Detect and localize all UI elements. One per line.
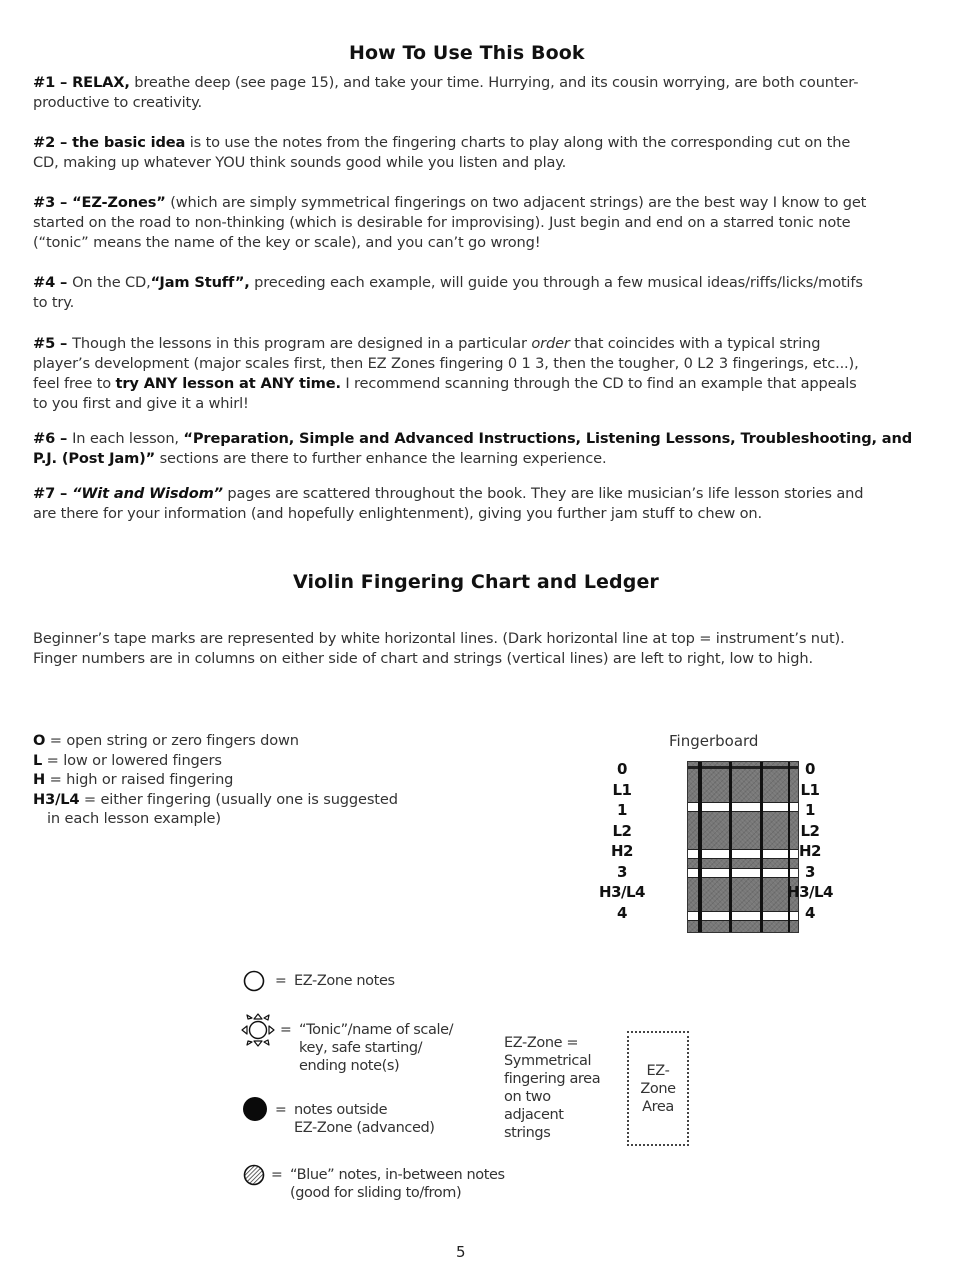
instruction-line: #1 – RELAX, breathe deep (see page 15), and take your time. Hurrying, and its cousin worrying, are both counter- <box>33 74 859 91</box>
fingerboard-label: Fingerboard <box>669 732 759 750</box>
item-number: #6 – <box>33 430 73 447</box>
abbr-either: H3/L4 = either fingering (usually one is suggested <box>33 790 398 808</box>
finger-column-left: 0 L1 1 L2 H2 3 H3/L4 4 <box>599 760 645 922</box>
abbr-either-cont: in each lesson example) <box>47 810 221 827</box>
section-title-how-to-use: How To Use This Book <box>349 42 585 64</box>
instruction-line: feel free to try ANY lesson at ANY time. I recommend scanning through the CD to find an example that appeals <box>33 375 857 392</box>
equals-sign: = <box>280 1022 292 1038</box>
item-number: #7 – <box>33 485 73 502</box>
instruction-item-3 <box>33 193 913 253</box>
instruction-line: to you first and give it a whirl! <box>33 395 249 412</box>
string-2 <box>729 762 732 932</box>
ez-zone-definition: EZ-Zone = Symmetrical fingering area on two adjacent strings <box>504 1035 601 1141</box>
abbr-high: H = high or raised fingering <box>33 771 234 788</box>
instruction-item-7 <box>33 484 913 524</box>
instruction-line: player’s development (major scales first, then EZ Zones fingering 0 1 3, then the tougher, 0 L2 3 fingerings, etc...), <box>33 355 859 372</box>
item-number: #3 – <box>33 194 73 211</box>
instruction-line: #5 – Though the lessons in this program are designed in a particular order that coincides with a typical string <box>33 335 821 352</box>
equals-sign: = <box>271 1167 283 1183</box>
sun-star-icon <box>240 1013 276 1051</box>
ez-zone-area-box: EZ- Zone Area <box>627 1031 689 1146</box>
abbreviation-legend <box>33 731 398 829</box>
open-circle-icon <box>243 970 265 996</box>
equals-sign: = <box>275 1102 287 1118</box>
symbol-desc-tonic: “Tonic”/name of scale/ key, safe starting/ ending note(s) <box>299 1022 454 1074</box>
instruction-item-6 <box>33 429 913 469</box>
instruction-item-5 <box>33 334 913 414</box>
instruction-line: are there for your information (and hopefully enlightenment), giving you further jam stuff to chew on. <box>33 505 762 522</box>
instruction-item-1 <box>33 73 913 113</box>
item-number: #4 – <box>33 274 73 291</box>
instruction-line: P.J. (Post Jam)” sections are there to further enhance the learning experience. <box>33 450 607 467</box>
instruction-item-4 <box>33 273 913 313</box>
abbr-open: O = open string or zero fingers down <box>33 732 299 749</box>
page-number: 5 <box>456 1243 466 1261</box>
symbol-desc-ez-zone: EZ-Zone notes <box>294 973 395 989</box>
instruction-line: #3 – “EZ-Zones” (which are simply symmetrical fingerings on two adjacent strings) are the best way I know to get <box>33 194 867 211</box>
filled-circle-icon <box>242 1096 268 1126</box>
instruction-line: productive to creativity. <box>33 94 202 111</box>
finger-column-right: 0 L1 1 L2 H2 3 H3/L4 4 <box>787 760 833 922</box>
instruction-line: started on the road to non-thinking (which is desirable for improvising). Just begin and end on a starred tonic note <box>33 214 851 231</box>
string-3 <box>760 762 763 932</box>
instruction-line: #2 – the basic idea is to use the notes from the fingering charts to play along with the corresponding cut on the <box>33 134 851 151</box>
symbol-desc-outside: notes outside EZ-Zone (advanced) <box>294 1102 435 1136</box>
chart-intro-line-2: Finger numbers are in columns on either side of chart and strings (vertical lines) are left to right, low to high. <box>33 650 813 667</box>
instruction-line: to try. <box>33 294 75 311</box>
instruction-line: #7 – “Wit and Wisdom” pages are scattered throughout the book. They are like musician’s life lesson stories and <box>33 485 864 502</box>
string-1 <box>698 762 702 932</box>
instruction-line: (“tonic” means the name of the key or scale), and you can’t go wrong! <box>33 234 541 251</box>
instruction-line: CD, making up whatever YOU think sounds good while you listen and play. <box>33 154 567 171</box>
instruction-item-2 <box>33 133 913 173</box>
equals-sign: = <box>275 973 287 989</box>
item-number: #5 – <box>33 335 73 352</box>
symbol-desc-blue-notes: “Blue” notes, in-between notes (good for sliding to/from) <box>290 1167 505 1201</box>
instruction-line: #4 – On the CD,“Jam Stuff”, preceding each example, will guide you through a few musical ideas/riffs/licks/motifs <box>33 274 863 291</box>
abbr-low: L = low or lowered fingers <box>33 751 222 769</box>
item-number: #2 – <box>33 134 73 151</box>
item-number: #1 – <box>33 74 73 91</box>
section-title-fingering-chart: Violin Fingering Chart and Ledger <box>293 571 659 593</box>
chart-intro-line-1: Beginner’s tape marks are represented by white horizontal lines. (Dark horizontal line at top = instrument’s nut). <box>33 630 845 647</box>
hatched-circle-icon <box>243 1164 265 1190</box>
instruction-line: #6 – In each lesson, “Preparation, Simple and Advanced Instructions, Listening Lessons, Troubleshooting, and <box>33 430 913 447</box>
